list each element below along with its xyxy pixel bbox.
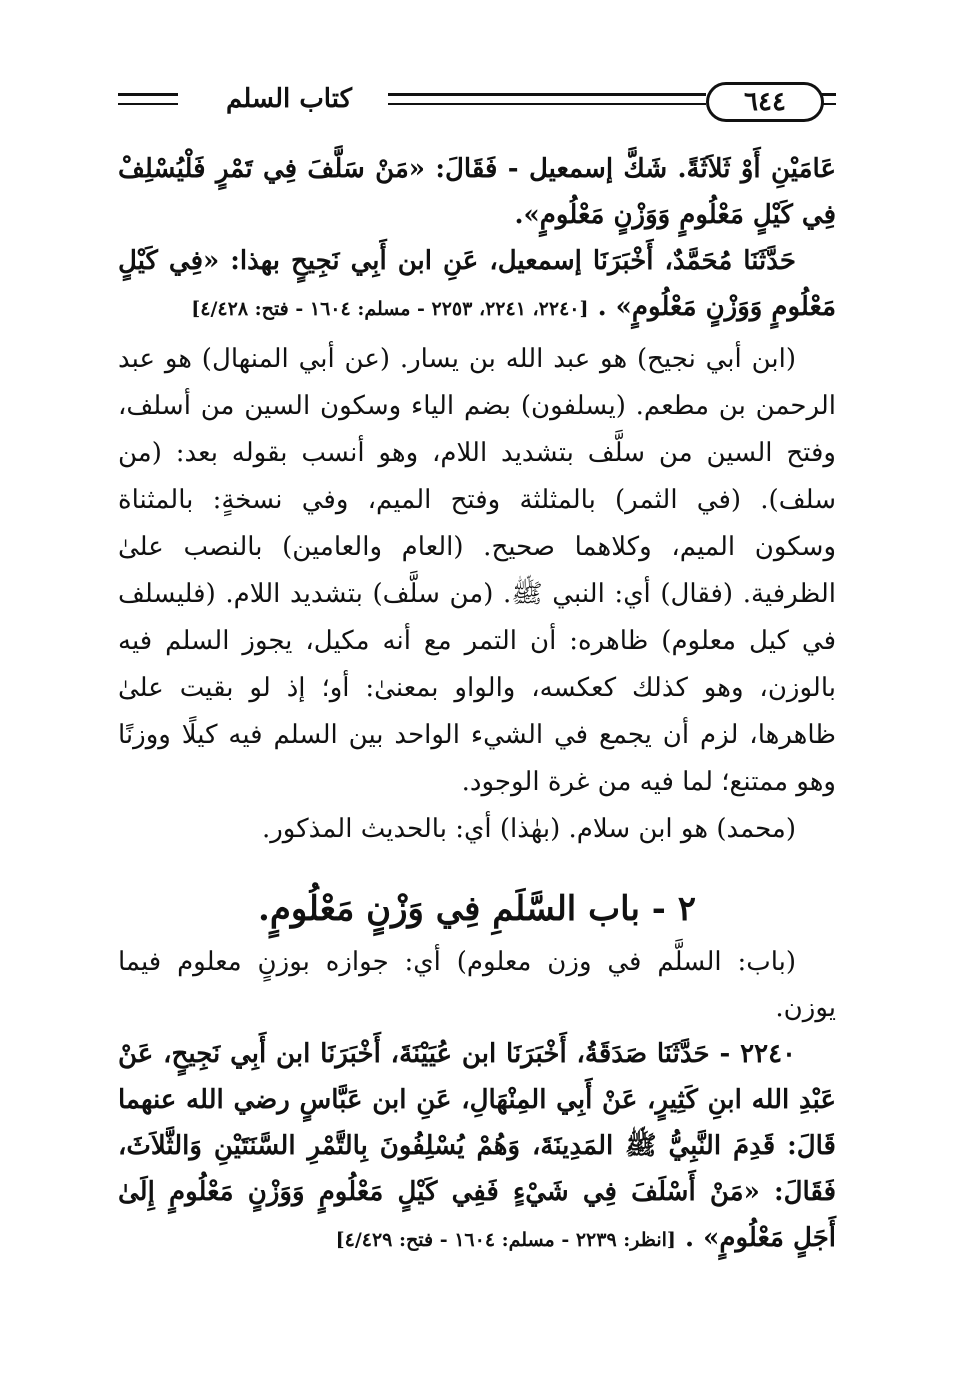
commentary-paragraph-1: (ابن أبي نجيح) هو عبد الله بن يسار. (عن أبي المنهال) هو عبد الرحمن بن مطعم. (يسلفون) بضم الياء وسكون السين من أسلف، وفتح السين من سلَّف بتشديد اللام، وهو أنسب بقوله بعد: (من سلف). (في الثمر) بالمثلثة وفتح الميم، وفي نسخةٍ: بالمثناة وسكون الميم، وكلاهما صحيح. (العام والعامين) بالنصب علىٰ الظرفية. (فقال) أي: النبي ﷺ. (من سلَّف) بتشديد اللام. (فليسلف في كيل معلوم) ظاهره: أن التمر مع أنه مكيل، يجوز السلم فيه بالوزن، وهو كذلك كعكسه، والواو بمعنىٰ: أو؛ إذ لو بقيت علىٰ ظاهرها، لزم أن يجمع في الشيء الواحد بين السلم فيه كيلًا ووزنًا وهو ممتنع؛ لما فيه من غرة الوجود. <box>118 344 836 797</box>
page-header <box>118 78 836 122</box>
running-title: كتاب السلم <box>204 82 374 116</box>
header-rule-left-bottom <box>118 103 178 105</box>
header-rule-middle-bottom <box>388 103 706 105</box>
commentary-paragraph-2: (محمد) هو ابن سلام. (بهٰذا) أي: بالحديث المذكور. <box>261 814 796 844</box>
page-content <box>118 146 836 1261</box>
hadith-second-chain-text: حَدَّثَنَا مُحَمَّدٌ، أَخْبَرَنَا إسمعيل، عَنِ ابن أَبِي نَجِيحٍ بهذا: «فِي كَيْلٍ مَعْلُومٍ وَوَزْنٍ مَعْلُومٍ» . <box>118 246 836 322</box>
hadith-2240-text: ٢٢٤٠ - حَدَّثَنَا صَدَقَةُ، أَخْبَرَنَا ابن عُيَيْنَةَ، أَخْبَرَنَا ابن أَبِي نَجِيحٍ، عَنْ عَبْدِ الله ابنِ كَثِيرٍ، عَنْ أَبِي المِنْهَالِ، عَنِ ابن عَبَّاسٍ رضي الله عنهما قَالَ: قَدِمَ النَّبِيُّ ﷺ المَدِينَةَ، وَهُمْ يُسْلِفُونَ بِالتَّمْرِ السَّنَتَيْنِ وَالثَّلاَثَ، فَقَالَ: «مَنْ أَسْلَفَ فِي شَيْءٍ فَفِي كَيْلٍ مَعْلُومٍ وَوَزْنٍ مَعْلُومٍ إِلَىٰ أَجَلٍ مَعْلُومٍ» . <box>118 1039 836 1253</box>
hadith-continuation: عَامَيْنِ أَوْ ثَلاَثَةً. شَكَّ إسمعيل - فَقَالَ: «مَنْ سَلَّفَ فِي تَمْرٍ فَلْيُسْلِفْ فِي كَيْلٍ مَعْلُومٍ وَوَزْنٍ مَعْلُومٍ». <box>118 154 836 230</box>
header-rule-left-top <box>118 93 178 96</box>
page-number: ٦٤٤ <box>706 82 824 122</box>
hadith-second-chain <box>118 238 836 330</box>
chapter-explanation: (باب: السلَّم في وزن معلوم) أي: جوازه بوزنٍ معلوم فيما يوزن. <box>118 947 836 1023</box>
hadith-2240-reference: [انظر: ٢٢٣٩ - مسلم: ١٦٠٤ - فتح: ٤/٤٢٩] <box>335 1229 676 1251</box>
hadith-2240 <box>118 1031 836 1261</box>
hadith-second-chain-reference: [٢٢٤٠، ٢٢٤١، ٢٢٥٣ - مسلم: ١٦٠٤ - فتح: ٤/٤٢٨] <box>191 298 589 320</box>
chapter-title: ٢ - باب السَّلَمِ فِي وَزْنٍ مَعْلُومٍ. <box>258 889 696 929</box>
header-rule-middle-top <box>388 93 706 96</box>
